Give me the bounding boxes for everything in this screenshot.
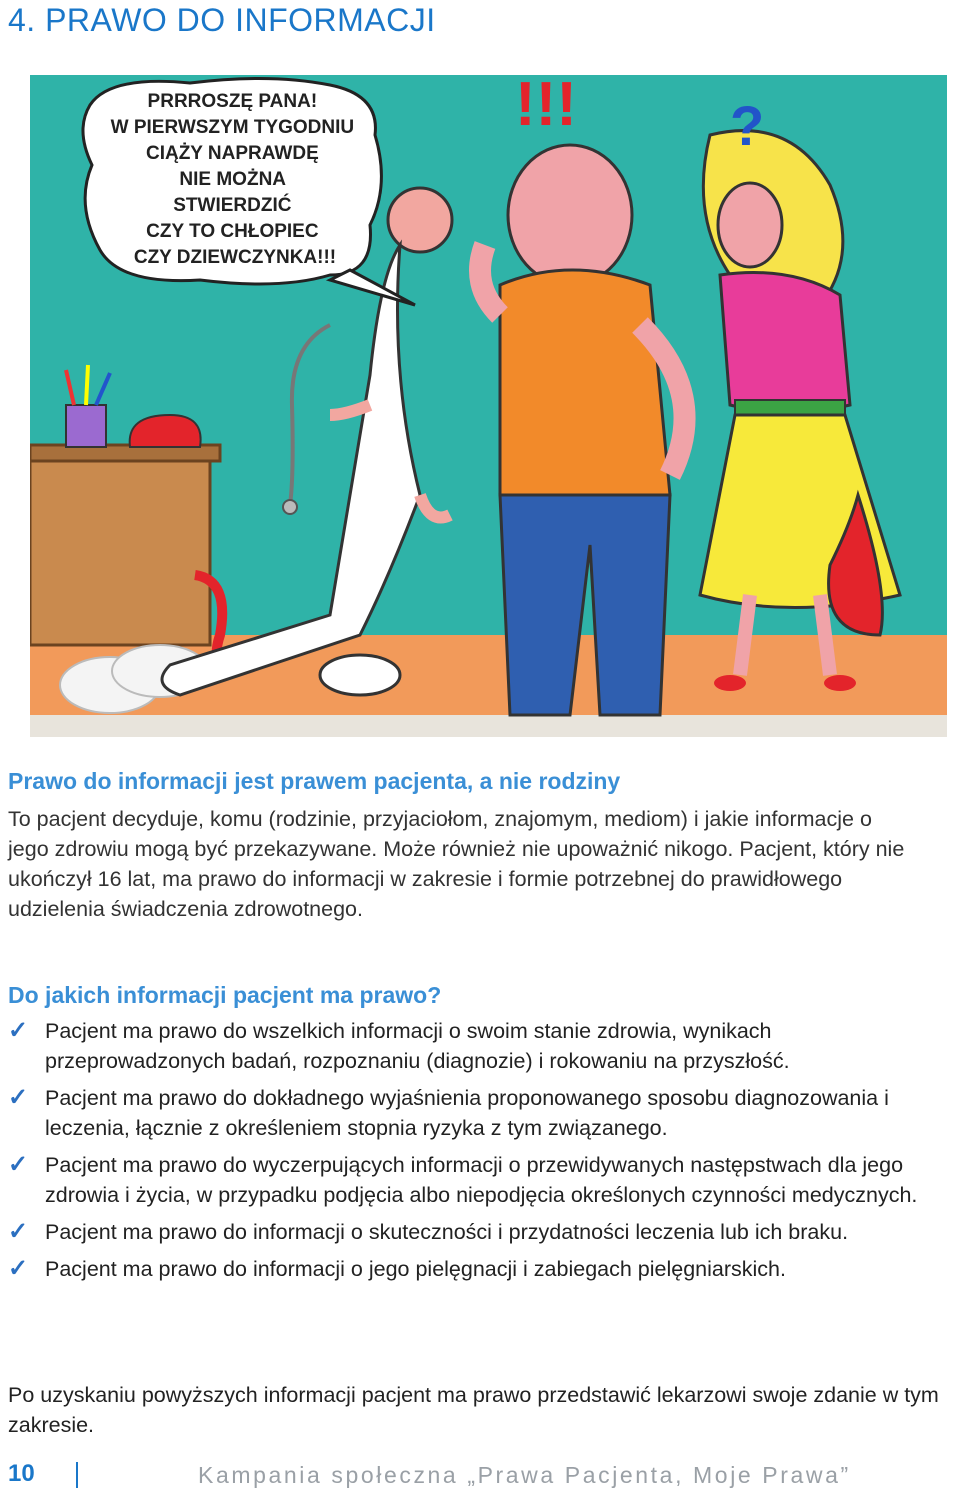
bubble-line-6: CZY TO CHŁOPIEC — [146, 221, 319, 242]
campaign-name: Kampania społeczna „Prawa Pacjenta, Moje Prawa” — [198, 1462, 851, 1488]
list-item-text: Pacjent ma prawo do wszelkich informacji o swoim stanie zdrowia, wynikach przeprowadzonych badań, rozpoznaniu (diagnozie) i rokowaniu na przyszłość. — [45, 1019, 790, 1073]
list-item — [8, 1150, 948, 1210]
exclamation-marks: !!! — [515, 75, 577, 139]
closing-paragraph: Po uzyskaniu powyższych informacji pacjent ma prawo przedstawić lekarzowi swoje zdanie w tym zakresie. — [8, 1383, 939, 1437]
rights-checklist — [8, 1016, 948, 1291]
bubble-line-1: PRRROSZĘ PANA! — [147, 91, 318, 112]
list-item-text: Pacjent ma prawo do dokładnego wyjaśnienia proponowanego sposobu diagnozowania i leczenia, łącznie z określeniem stopnia ryzyka z tym związanego. — [45, 1086, 889, 1140]
list-item — [8, 1083, 948, 1143]
question-mark: ? — [730, 94, 765, 157]
list-item-text: Pacjent ma prawo do wyczerpujących informacji o przewidywanych następstwach dla jego zdrowia i życia, w przypadku podjęcia albo niepodjęcia określonych czynności medycznych. — [45, 1153, 918, 1207]
list-item — [8, 1217, 948, 1247]
section-body: To pacjent decyduje, komu (rodzinie, przyjaciołom, znajomym, mediom) i jakie informacje o jego zdrowiu mogą być przekazywane. Może również nie upoważnić nikogo. Pacjent, który nie ukończył 16 lat, ma prawo do informacji w zakresie i formie potrzebnej do prawidłowego udzielenia świadczenia zdrowotnego. — [8, 807, 905, 921]
list-item — [8, 1016, 948, 1076]
checkmark-icon: ✓ — [8, 1255, 29, 1282]
bubble-line-5: STWIERDZIĆ — [173, 195, 292, 216]
rights-heading: Do jakich informacji pacjent ma prawo? — [8, 982, 442, 1008]
list-item — [8, 1254, 948, 1284]
page-number: 10 — [8, 1460, 35, 1487]
bubble-line-3: CIĄŻY NAPRAWDĘ — [145, 143, 319, 164]
checkmark-icon: ✓ — [8, 1017, 29, 1044]
checkmark-icon: ✓ — [8, 1084, 29, 1111]
bubble-line-4: NIE MOŻNA — [179, 169, 286, 190]
page-footer — [0, 1458, 960, 1494]
bubble-line-2: W PIERWSZYM TYGODNIU — [110, 117, 355, 138]
page-title: 4. PRAWO DO INFORMACJI — [8, 2, 436, 38]
checkmark-icon: ✓ — [8, 1218, 29, 1245]
checkmark-icon: ✓ — [8, 1151, 29, 1178]
section-heading: Prawo do informacji jest prawem pacjenta, a nie rodziny — [8, 768, 621, 794]
footer-divider — [76, 1462, 78, 1488]
list-item-text: Pacjent ma prawo do informacji o jego pielęgnacji i zabiegach pielęgniarskich. — [45, 1257, 786, 1281]
cartoon-illustration — [30, 75, 947, 737]
bubble-line-7: CZY DZIEWCZYNKA!!! — [133, 247, 337, 268]
list-item-text: Pacjent ma prawo do informacji o skuteczności i przydatności leczenia lub ich braku. — [45, 1220, 849, 1244]
